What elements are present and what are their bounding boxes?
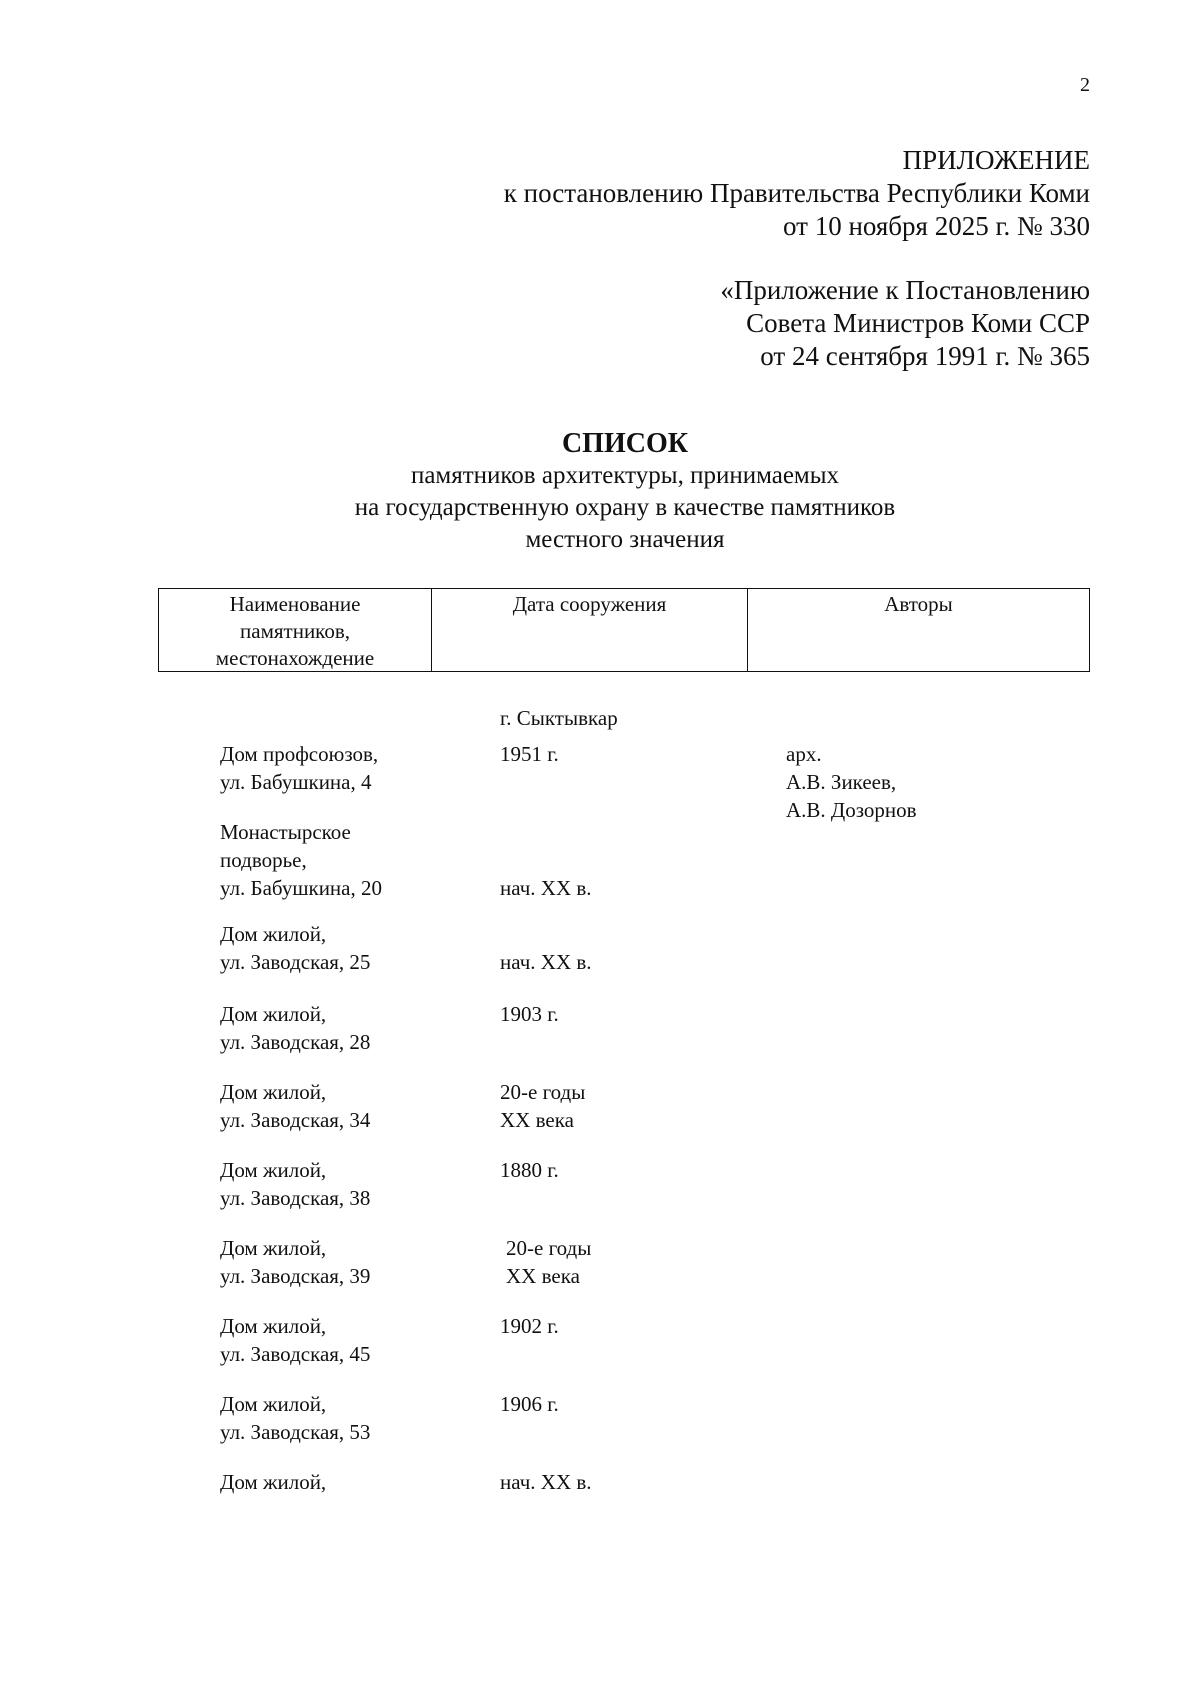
construction-date-line: 1902 г. [500,1314,559,1338]
construction-date-line: 1951 г. [500,742,559,766]
construction-date [500,1000,700,1028]
header-date-label: Дата сооружения [512,592,667,616]
construction-date [500,1468,700,1496]
construction-date-line: XX века [500,1108,574,1132]
monument-name [220,920,480,976]
monument-name [220,1000,480,1056]
page-number: 2 [1080,74,1090,96]
quoted-approval-date: от 24 сентября 1991 г. № 365 [760,341,1090,371]
construction-date-line: 1880 г. [500,1158,559,1182]
monument-name-line: ул. Бабушкина, 20 [220,876,382,900]
construction-date-line [500,920,700,948]
monument-name-line: подворье, [220,848,307,872]
approval-heading: ПРИЛОЖЕНИЕ [902,145,1090,175]
construction-date-line [500,846,700,874]
construction-date [500,1156,700,1184]
monument-name-line: Дом жилой, [220,1080,327,1104]
header-name-line: памятников, [240,619,350,643]
header-authors-label: Авторы [884,592,953,616]
monument-name-line: Дом жилой, [220,1002,327,1026]
monument-name-line: ул. Заводская, 28 [220,1030,371,1054]
monument-name-line: Дом жилой, [220,922,327,946]
header-name-line: местонахождение [215,646,375,670]
document-subtitle-line: памятников архитектуры, принимаемых [410,462,840,489]
quoted-approval-heading: «Приложение к Постановлению [720,275,1090,305]
document-subtitle-line: местного значения [525,526,725,553]
monument-name [220,818,480,902]
monument-name-line: ул. Заводская, 53 [220,1420,371,1444]
monument-authors-line: арх. [786,742,822,766]
construction-date [500,920,700,976]
monument-name-line: ул. Заводская, 45 [220,1342,371,1366]
monument-name-line: ул. Бабушкина, 4 [220,770,372,794]
monument-name [220,740,480,796]
monument-name-line: ул. Заводская, 38 [220,1186,371,1210]
construction-date-line: 1903 г. [500,1002,559,1026]
monument-name-line: Дом профсоюзов, [220,742,379,766]
monument-name [220,1468,480,1496]
monument-name-line: Монастырское [220,820,351,844]
monument-name-line: Дом жилой, [220,1236,327,1260]
construction-date [500,1390,700,1418]
construction-date [500,740,700,768]
construction-date-line: нач. XX в. [500,876,592,900]
construction-date [500,1312,700,1340]
construction-date [500,1234,700,1290]
header-name-line: Наименование [229,592,361,616]
monument-name [220,1234,480,1290]
document-subtitle-line: на государственную охрану в качестве памятников [354,494,896,521]
monument-name-line: Дом жилой, [220,1314,327,1338]
monument-name [220,1156,480,1212]
approval-reference: к постановлению Правительства Республики Коми [503,178,1090,208]
construction-date-line: 20-е годы [500,1080,586,1104]
monument-name-line: Дом жилой, [220,1158,327,1182]
quoted-approval-reference: Совета Министров Коми ССР [746,308,1090,338]
city-heading: г. Сыктывкар [500,706,618,730]
monument-name [220,1078,480,1134]
monument-authors-line: А.В. Дозорнов [786,798,917,822]
monument-name-line: Дом жилой, [220,1470,327,1494]
monument-name-line: ул. Заводская, 25 [220,950,371,974]
construction-date-line [500,818,700,846]
monument-authors [786,740,1046,824]
monument-name [220,1390,480,1446]
construction-date-line: XX века [506,1264,580,1288]
approval-date: от 10 ноября 2025 г. № 330 [783,211,1090,241]
construction-date [500,818,700,902]
construction-date-line: нач. XX в. [500,1470,592,1494]
monument-name [220,1312,480,1368]
construction-date-line: нач. XX в. [500,950,592,974]
monument-name-line: Дом жилой, [220,1392,327,1416]
monument-name-line: ул. Заводская, 39 [220,1264,371,1288]
monument-authors-line: А.В. Зикеев, [786,770,897,794]
monument-name-line: ул. Заводская, 34 [220,1108,371,1132]
construction-date [500,1078,700,1134]
construction-date-line: 1906 г. [500,1392,559,1416]
construction-date-line: 20-е годы [506,1236,592,1260]
document-title: СПИСОК [561,428,689,459]
